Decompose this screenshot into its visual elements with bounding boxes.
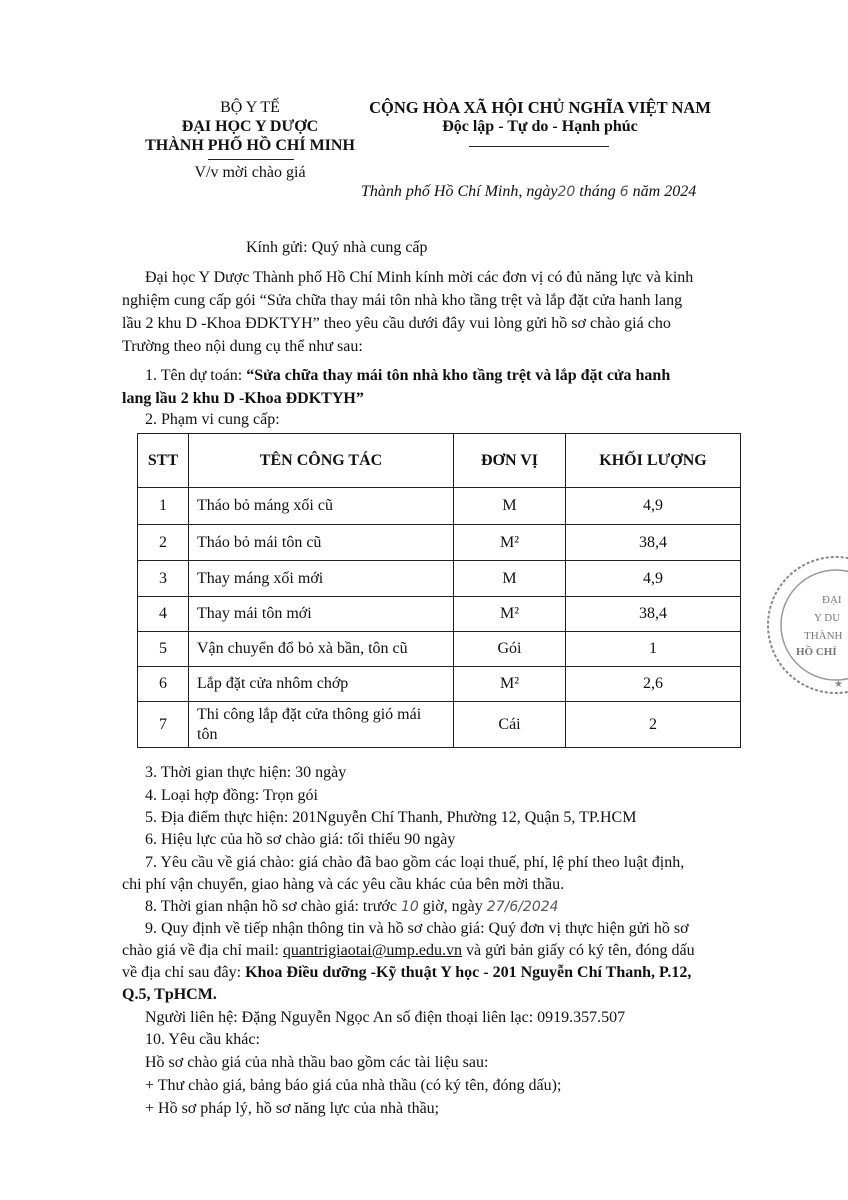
table-row [138, 667, 741, 702]
cell-name: Thay máng xối mới [189, 561, 454, 597]
item-label: 8. Thời gian nhận hồ sơ chào giá: trước [145, 898, 401, 915]
intro-line: lầu 2 khu D -Khoa ĐDKTYH” theo yêu cầu dưới đây vui lòng gửi hồ sơ chào giá cho [122, 315, 671, 332]
cell-stt: 4 [138, 597, 189, 632]
intro-line: Trường theo nội dung cụ thể như sau: [122, 338, 363, 355]
item-text: và gửi bản giấy có ký tên, đóng dấu [461, 942, 695, 959]
cell-unit: Cái [454, 702, 566, 748]
item-10-bullet: + Thư chào giá, bảng báo giá của nhà thầu (có ký tên, đóng dấu); [145, 1077, 562, 1094]
cell-stt: 3 [138, 561, 189, 597]
svg-text:★: ★ [834, 679, 843, 690]
table-row [138, 525, 741, 561]
contact-person: Người liên hệ: Đặng Nguyễn Ngọc An số điện thoại liên lạc: 0919.357.507 [145, 1009, 626, 1026]
table-row [138, 597, 741, 632]
cell-stt: 1 [138, 488, 189, 525]
university-city: THÀNH PHỐ HỒ CHÍ MINH [145, 137, 355, 154]
scope-table [137, 433, 741, 748]
table-row [138, 561, 741, 597]
document-subject: V/v mời chào giá [194, 164, 306, 181]
item-5: 5. Địa điểm thực hiện: 201Nguyễn Chí Thanh, Phường 12, Quận 5, TP.HCM [145, 809, 637, 826]
item-label: giờ, ngày [418, 898, 487, 915]
cell-qty: 38,4 [566, 525, 741, 561]
cell-unit: M² [454, 667, 566, 702]
cell-name: Thi công lắp đặt cửa thông gió mái tôn [189, 702, 454, 748]
table-header-row [138, 434, 741, 488]
item-10: 10. Yêu cầu khác: [145, 1031, 260, 1048]
cell-unit: M² [454, 525, 566, 561]
handwritten-date: 27/6/2024 [486, 899, 559, 915]
cell-unit: M [454, 488, 566, 525]
cell-name: Lắp đặt cửa nhôm chớp [189, 667, 454, 702]
item-9: 9. Quy định về tiếp nhận thông tin và hồ sơ chào giá: Quý đơn vị thực hiện gửi hồ sơ [145, 920, 689, 937]
seal-stamp-icon [756, 555, 848, 695]
date-prefix: Thành phố Hồ Chí Minh, ngày [361, 183, 558, 200]
table-row [138, 702, 741, 748]
svg-text:HỒ CHÍ: HỒ CHÍ [796, 646, 837, 658]
document-date [361, 182, 696, 202]
cell-unit: Gói [454, 632, 566, 667]
item-label: 1. Tên dự toán: [145, 367, 247, 384]
cell-qty: 2,6 [566, 667, 741, 702]
col-task-name: TÊN CÔNG TÁC [189, 434, 454, 488]
cell-name: Vận chuyển đổ bỏ xà bần, tôn cũ [189, 632, 454, 667]
svg-text:ĐẠI: ĐẠI [822, 594, 842, 606]
cell-name: Tháo bỏ máng xối cũ [189, 488, 454, 525]
item-4: 4. Loại hợp đồng: Trọn gói [145, 787, 318, 804]
item-7: 7. Yêu cầu về giá chào: giá chào đã bao gồm các loại thuế, phí, lệ phí theo luật định, [145, 854, 685, 871]
cell-unit: M² [454, 597, 566, 632]
cell-qty: 4,9 [566, 488, 741, 525]
cell-unit: M [454, 561, 566, 597]
cell-name: Thay mái tôn mới [189, 597, 454, 632]
cell-name: Tháo bỏ mái tôn cũ [189, 525, 454, 561]
handwritten-hour: 10 [400, 899, 419, 915]
item-10-intro: Hồ sơ chào giá của nhà thầu bao gồm các tài liệu sau: [145, 1054, 489, 1071]
item-8 [145, 897, 559, 917]
divider [469, 146, 609, 147]
address-cont: Q.5, TpHCM. [122, 986, 217, 1003]
cell-qty: 38,4 [566, 597, 741, 632]
item-3: 3. Thời gian thực hiện: 30 ngày [145, 764, 347, 781]
item-text: chào giá về địa chỉ mail: [122, 942, 283, 959]
intro-line: Đại học Y Dược Thành phố Hồ Chí Minh kính mời các đơn vị có đủ năng lực và kinh [145, 269, 694, 286]
national-motto: Độc lập - Tự do - Hạnh phúc [442, 118, 638, 135]
cell-stt: 2 [138, 525, 189, 561]
item-10-bullet: + Hồ sơ pháp lý, hồ sơ năng lực của nhà thầu; [145, 1100, 440, 1117]
col-quantity: KHỐI LƯỢNG [566, 434, 741, 488]
ministry-name: BỘ Y TẾ [220, 99, 280, 116]
item-1 [145, 366, 670, 386]
national-title: CỘNG HÒA XÃ HỘI CHỦ NGHĨA VIỆT NAM [369, 98, 711, 117]
item-7-cont: chi phí vận chuyển, giao hàng và các yêu cầu khác của bên mời thầu. [122, 876, 565, 893]
divider [208, 159, 294, 160]
svg-text:THÀNH: THÀNH [804, 630, 843, 642]
item-2: 2. Phạm vi cung cấp: [145, 411, 280, 428]
email-link[interactable]: quantrigiaotai@ump.edu.vn [282, 942, 462, 959]
handwritten-day: 20 [557, 184, 576, 200]
svg-text:Y DU: Y DU [814, 612, 841, 624]
cell-stt: 5 [138, 632, 189, 667]
col-unit: ĐƠN VỊ [454, 434, 566, 488]
greeting: Kính gửi: Quý nhà cung cấp [246, 239, 428, 256]
cell-stt: 6 [138, 667, 189, 702]
estimate-title: “Sửa chữa thay mái tôn nhà kho tầng trệt và lắp đặt cửa hanh [246, 367, 671, 384]
item-9-cont [122, 963, 691, 983]
item-text: về địa chỉ sau đây: [122, 964, 246, 981]
cell-qty: 4,9 [566, 561, 741, 597]
handwritten-month: 6 [619, 184, 629, 200]
estimate-title-cont: lang lầu 2 khu D -Khoa ĐDKTYH” [122, 390, 364, 407]
col-stt: STT [138, 434, 189, 488]
year-label: năm 2024 [632, 183, 697, 200]
month-label: tháng [579, 183, 616, 200]
item-6: 6. Hiệu lực của hồ sơ chào giá: tối thiểu 90 ngày [145, 831, 456, 848]
cell-qty: 1 [566, 632, 741, 667]
address: Khoa Điều dưỡng -Kỹ thuật Y học - 201 Nguyễn Chí Thanh, P.12, [245, 964, 692, 981]
table-row [138, 488, 741, 525]
intro-line: nghiệm cung cấp gói “Sửa chữa thay mái tôn nhà kho tầng trệt và lắp đặt cửa hanh lang [122, 292, 683, 309]
cell-stt: 7 [138, 702, 189, 748]
university-name: ĐẠI HỌC Y DƯỢC [181, 118, 319, 135]
cell-qty: 2 [566, 702, 741, 748]
table-row [138, 632, 741, 667]
item-9-cont [122, 941, 695, 961]
